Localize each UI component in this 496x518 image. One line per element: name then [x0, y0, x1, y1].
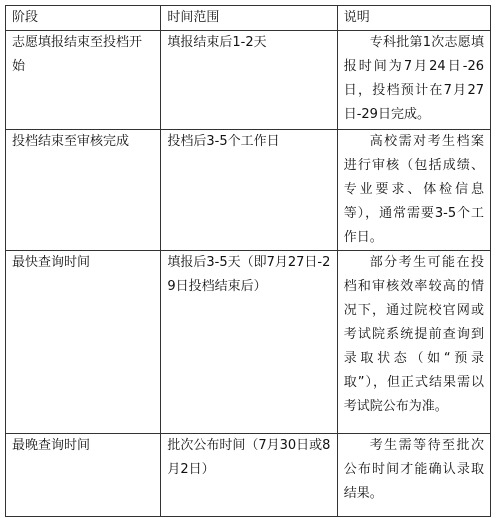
time-range-cell: 批次公布时间（7月30日或8月2日）: [161, 434, 337, 517]
header-row: [6, 6, 491, 31]
description-cell: 专科批第1次志愿填报时间为7月24日-26日，投档预计在7月27日-29日完成。: [337, 31, 490, 130]
admission-timeline-table: [5, 5, 491, 517]
time-range-cell: 填报后3-5天（即7月27日-29日投档结束后）: [161, 251, 337, 434]
stage-cell: 最晚查询时间: [6, 434, 161, 517]
table-row: [6, 434, 491, 517]
header-time-range: 时间范围: [161, 6, 337, 31]
stage-cell: 投档结束至审核完成: [6, 130, 161, 251]
description-cell: 考生需等待至批次公布时间才能确认录取结果。: [337, 434, 490, 517]
description-cell: 高校需对考生档案进行审核（包括成绩、专业要求、体检信息等），通常需要3-5个工作日。: [337, 130, 490, 251]
table-row: [6, 31, 491, 130]
table-row: [6, 130, 491, 251]
header-stage: 阶段: [6, 6, 161, 31]
stage-cell: 最快查询时间: [6, 251, 161, 434]
stage-cell: 志愿填报结束至投档开始: [6, 31, 161, 130]
time-range-cell: 投档后3-5个工作日: [161, 130, 337, 251]
table-body: [6, 31, 491, 517]
header-description: 说明: [337, 6, 490, 31]
table-row: [6, 251, 491, 434]
time-range-cell: 填报结束后1-2天: [161, 31, 337, 130]
description-cell: 部分考生可能在投档和审核效率较高的情况下，通过院校官网或考试院系统提前查询到录取状态（如“预录取”），但正式结果需以考试院公布为准。: [337, 251, 490, 434]
table-header: [6, 6, 491, 31]
